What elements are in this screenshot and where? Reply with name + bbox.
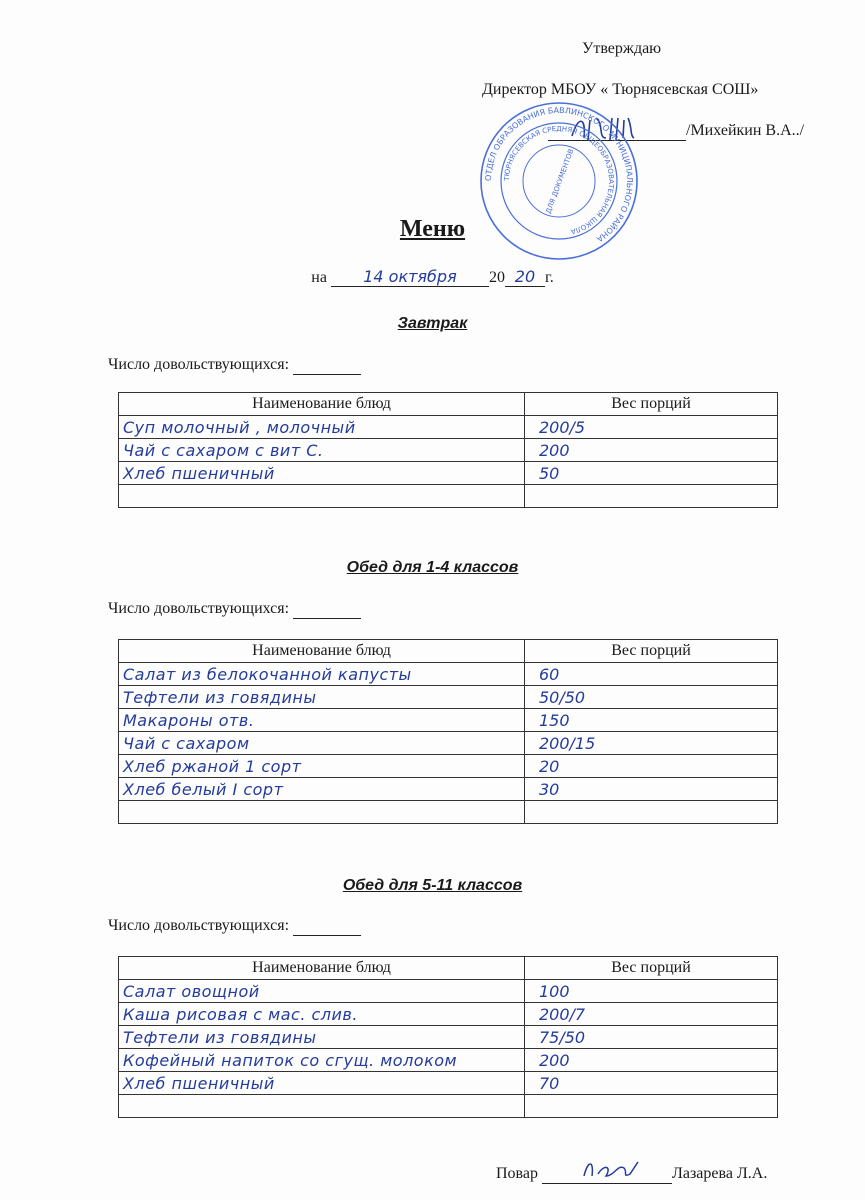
- count-label: Число довольствующихся:: [108, 356, 290, 373]
- dish-name: Хлеб пшеничный: [119, 462, 525, 485]
- date-line: [0, 268, 865, 287]
- dish-weight: 200: [525, 1049, 778, 1072]
- dish-weight: 200/5: [525, 416, 778, 439]
- column-header-dish: Наименование блюд: [119, 393, 525, 416]
- dish-weight: 30: [525, 778, 778, 801]
- cook-signature-scribble: [578, 1156, 648, 1182]
- table-row: [119, 778, 778, 801]
- table-row: [119, 416, 778, 439]
- table-row: [119, 462, 778, 485]
- section-title-lunch-5-11: Обед для 5-11 классов: [342, 877, 523, 894]
- table-row: [119, 686, 778, 709]
- director-position: Директор МБОУ « Тюрнясевская СОШ»: [482, 81, 759, 98]
- dish-name: Хлеб белый I сорт: [119, 778, 525, 801]
- cook-label: Повар: [496, 1165, 538, 1182]
- menu-table-lunch-1-4: [118, 639, 778, 824]
- dish-name: Тефтели из говядины: [119, 686, 525, 709]
- table-row: [119, 732, 778, 755]
- table-row: [119, 709, 778, 732]
- table-row: [119, 1049, 778, 1072]
- dish-name: Макароны отв.: [119, 709, 525, 732]
- dish-weight: 20: [525, 755, 778, 778]
- date-suffix: г.: [544, 269, 554, 286]
- dish-name: Суп молочный , молочный: [119, 416, 525, 439]
- dish-weight: [525, 485, 778, 508]
- page-title: Меню: [399, 216, 466, 242]
- menu-table-lunch-5-11: [118, 956, 778, 1118]
- table-header-row: [119, 640, 778, 663]
- cook-name: Лазарева Л.А.: [672, 1165, 768, 1182]
- dish-name: Салат овощной: [119, 980, 525, 1003]
- table-row: [119, 980, 778, 1003]
- dish-weight: 200: [525, 439, 778, 462]
- date-year-suffix: 20: [505, 268, 545, 287]
- table-row: [119, 1026, 778, 1049]
- dish-name: [119, 1095, 525, 1118]
- stamp-inner-text: ТЮРНЯСЕВСКАЯ СРЕДНЯЯ ОБЩЕОБРАЗОВАТЕЛЬНАЯ ШКОЛА: [502, 124, 616, 236]
- section-title-breakfast: Завтрак: [397, 315, 468, 332]
- table-row: [119, 1072, 778, 1095]
- dish-name: Хлеб ржаной 1 сорт: [119, 755, 525, 778]
- count-label: Число довольствующихся:: [108, 917, 290, 934]
- dish-weight: 75/50: [525, 1026, 778, 1049]
- column-header-weight: Вес порций: [525, 957, 778, 980]
- section-title-lunch-1-4: Обед для 1-4 классов: [346, 559, 519, 576]
- dish-weight: [525, 1095, 778, 1118]
- director-name: /Михейкин В.А../: [686, 122, 805, 139]
- date-day-month: 14 октября: [331, 268, 489, 287]
- stamp-outer-text: ОТДЕЛ ОБРАЗОВАНИЯ БАВЛИНСКОГО МУНИЦИПАЛЬНОГО РАЙОНА: [483, 105, 635, 244]
- count-label: Число довольствующихся:: [108, 600, 290, 617]
- column-header-weight: Вес порций: [525, 640, 778, 663]
- count-line-breakfast: [108, 356, 361, 375]
- dish-name: Кофейный напиток со сгущ. молоком: [119, 1049, 525, 1072]
- table-row: [119, 1003, 778, 1026]
- count-line-lunch-1-4: [108, 600, 361, 619]
- table-row: [119, 755, 778, 778]
- stamp-center-text: ДЛЯ ДОКУМЕНТОВ: [544, 147, 576, 215]
- table-row: [119, 663, 778, 686]
- dish-weight: 200/15: [525, 732, 778, 755]
- dish-name: [119, 801, 525, 824]
- dish-weight: 150: [525, 709, 778, 732]
- count-line-lunch-5-11: [108, 917, 361, 936]
- dish-name: [119, 485, 525, 508]
- table-row: [119, 439, 778, 462]
- date-prefix: на: [311, 269, 327, 286]
- dish-name: Хлеб пшеничный: [119, 1072, 525, 1095]
- column-header-dish: Наименование блюд: [119, 957, 525, 980]
- menu-table-breakfast: [118, 392, 778, 508]
- dish-weight: 70: [525, 1072, 778, 1095]
- dish-weight: 50/50: [525, 686, 778, 709]
- date-year-prefix: 20: [488, 269, 505, 286]
- table-row: [119, 485, 778, 508]
- dish-name: Каша рисовая с мас. слив.: [119, 1003, 525, 1026]
- dish-weight: 60: [525, 663, 778, 686]
- table-header-row: [119, 957, 778, 980]
- dish-name: Чай с сахаром с вит С.: [119, 439, 525, 462]
- column-header-weight: Вес порций: [525, 393, 778, 416]
- dish-weight: 50: [525, 462, 778, 485]
- table-row: [119, 1095, 778, 1118]
- dish-weight: [525, 801, 778, 824]
- dish-weight: 100: [525, 980, 778, 1003]
- dish-name: Чай с сахаром: [119, 732, 525, 755]
- approve-heading: Утверждаю: [582, 40, 662, 57]
- dish-name: Салат из белокочанной капусты: [119, 663, 525, 686]
- dish-name: Тефтели из говядины: [119, 1026, 525, 1049]
- dish-weight: 200/7: [525, 1003, 778, 1026]
- column-header-dish: Наименование блюд: [119, 640, 525, 663]
- table-row: [119, 801, 778, 824]
- table-header-row: [119, 393, 778, 416]
